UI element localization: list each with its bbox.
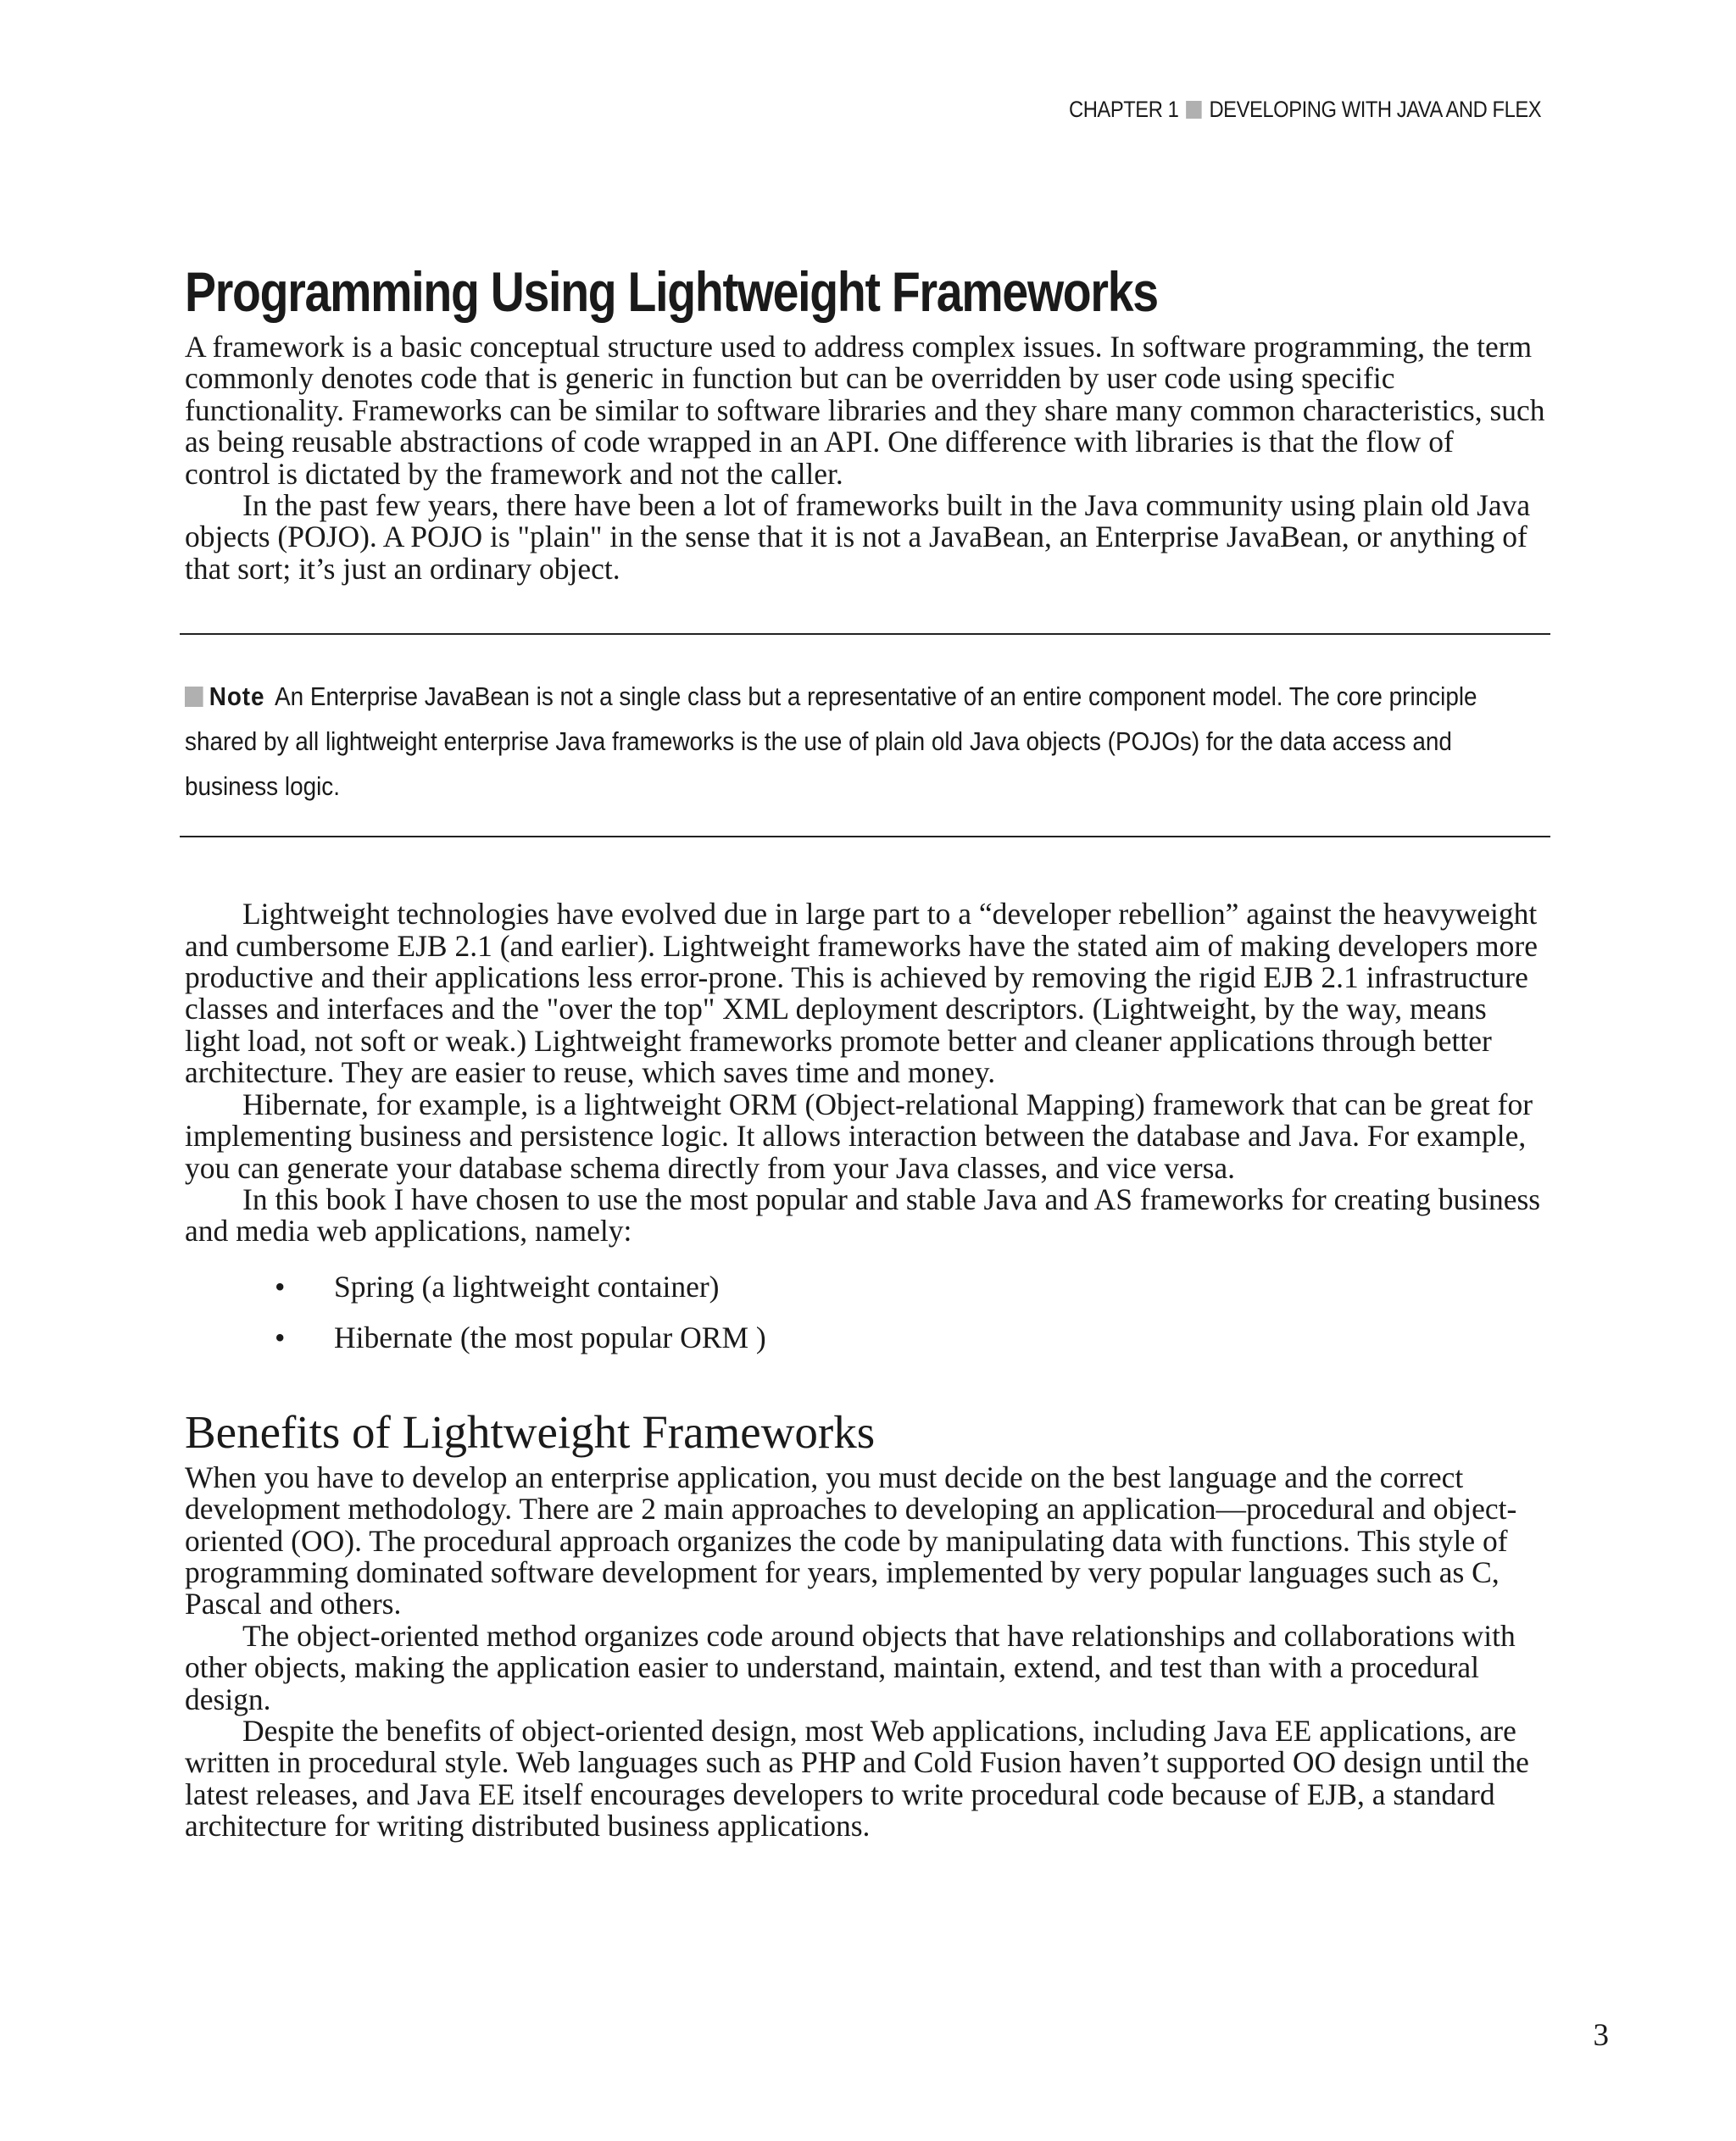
note-box bbox=[180, 633, 1550, 837]
note-body: An Enterprise JavaBean is not a single class but a representative of an entire component model. The core principle shared by all lightweight enterprise Java frameworks is the use of plain old Java objects (POJOs) for the data access and business logic. bbox=[185, 681, 1477, 802]
running-head-title: DEVELOPING WITH JAVA AND FLEX bbox=[1209, 97, 1541, 122]
running-head bbox=[1069, 97, 1541, 123]
square-bullet-icon bbox=[1186, 101, 1201, 119]
section-heading-lightweight-frameworks: Programming Using Lightweight Frameworks bbox=[185, 260, 1158, 323]
list-item-text: Hibernate (the most popular ORM ) bbox=[334, 1320, 766, 1354]
paragraph: In this book I have chosen to use the most popular and stable Java and AS frameworks for creating business and media web applications, namely: bbox=[185, 1182, 1541, 1248]
paragraph: In the past few years, there have been a lot of frameworks built in the Java community using plain old Java objects (POJO). A POJO is "plain" in the sense that it is not a JavaBean, an Enterprise JavaBean, or anything of that sort; it’s just an ordinary object. bbox=[185, 488, 1531, 586]
body-after-note bbox=[185, 898, 1545, 1353]
running-head-chapter: CHAPTER 1 bbox=[1068, 97, 1179, 122]
bullet-dot-icon: • bbox=[275, 1320, 286, 1354]
page-content bbox=[185, 259, 1545, 1843]
list-item bbox=[275, 1271, 1545, 1303]
paragraph: A framework is a basic conceptual structure used to address complex issues. In software programming, the term commonly denotes code that is generic in function but can be overridden by user code using specific functionality. Frameworks can be similar to software libraries and they share many common characteristics, such as being reusable abstractions of code wrapped in an API. One difference with libraries is that the flow of control is dictated by the framework and not the caller. bbox=[185, 330, 1545, 491]
section-heading-benefits: Benefits of Lightweight Frameworks bbox=[185, 1405, 876, 1458]
bullet-dot-icon: • bbox=[275, 1269, 286, 1304]
note-label: Note bbox=[209, 681, 265, 712]
framework-list bbox=[185, 1271, 1545, 1354]
list-item bbox=[275, 1322, 1545, 1354]
section-benefits bbox=[185, 1404, 1545, 1843]
square-bullet-icon bbox=[185, 687, 203, 707]
paragraph: When you have to develop an enterprise application, you must decide on the best language and the correct development methodology. There are 2 main approaches to developing an application—procedural and object-oriented (OO). The procedural approach organizes the code by manipulating data with functions. This style of programming dominated software development for years, implemented by very popular languages such as C, Pascal and others. bbox=[185, 1460, 1517, 1621]
page-number: 3 bbox=[1593, 2018, 1609, 2053]
paragraph: Despite the benefits of object-oriented design, most Web applications, including Java EE applications, are written in procedural style. Web languages such as PHP and Cold Fusion haven’t supported OO design until the latest releases, and Java EE itself encourages developers to write procedural code because of EJB, a standard architecture for writing distributed business applications. bbox=[185, 1713, 1529, 1843]
paragraph: Hibernate, for example, is a lightweight ORM (Object-relational Mapping) framework that can be great for implementing business and persistence logic. It allows interaction between the database and Java. For example, you can generate your database schema directly from your Java classes, and vice versa. bbox=[185, 1087, 1533, 1185]
paragraph: Lightweight technologies have evolved due in large part to a “developer rebellion” against the heavyweight and cumbersome EJB 2.1 (and earlier). Lightweight frameworks have the stated aim of making developers more productive and their applications less error-prone. This is achieved by removing the rigid EJB 2.1 infrastructure classes and interfaces and the "over the top" XML deployment descriptors. (Lightweight, by the way, means light load, not soft or weak.) Lightweight frameworks promote better and cleaner applications through better architecture. They are easier to reuse, which saves time and money. bbox=[185, 897, 1538, 1090]
paragraph: The object-oriented method organizes code around objects that have relationships and collaborations with other objects, making the application easier to understand, maintain, extend, and test than with a procedural design. bbox=[185, 1618, 1516, 1716]
list-item-text: Spring (a lightweight container) bbox=[334, 1269, 720, 1304]
note-text-block bbox=[185, 674, 1544, 809]
